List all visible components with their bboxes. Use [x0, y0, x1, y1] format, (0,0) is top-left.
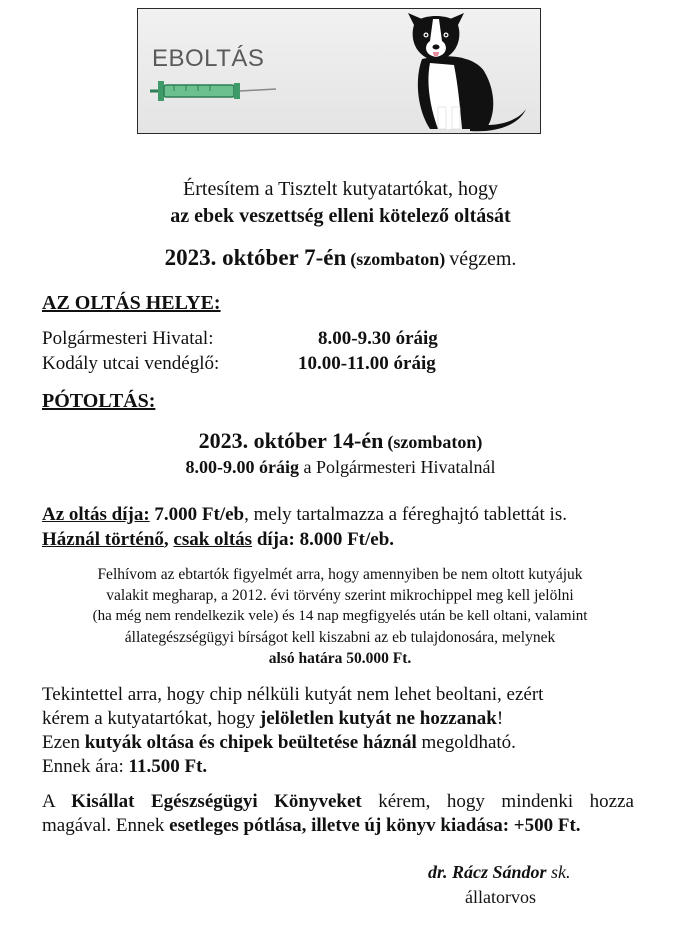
- fee-line-2: [42, 529, 394, 551]
- chip-line-3: [42, 731, 642, 755]
- chip-line-2b: jelöletlen kutyát ne hozzanak: [259, 708, 497, 729]
- books-line-2a: magával. Ennek: [42, 815, 170, 836]
- books-line-1b: Kisállat Egészségügyi Könyveket: [71, 791, 362, 812]
- dog-illustration: [400, 11, 540, 133]
- chip-line-3c: megoldható.: [416, 732, 516, 753]
- makeup-date-line: [0, 428, 681, 454]
- makeup-place: a Polgármesteri Hivatalnál: [303, 457, 496, 477]
- chip-line-3a: Ezen: [42, 732, 85, 753]
- books-paragraph: [42, 790, 634, 838]
- notice-line-1: Felhívom az ebtartók figyelmét arra, hogy amennyiben be nem oltott kutyájuk: [97, 566, 583, 583]
- makeup-heading: PÓTOLTÁS:: [42, 390, 156, 412]
- chip-line-4a: Ennek ára:: [42, 756, 129, 777]
- makeup-day: (szombaton): [387, 432, 483, 452]
- chip-line-2: [42, 707, 642, 731]
- chip-line-2c: !: [496, 708, 504, 729]
- books-line-1a: A: [42, 791, 72, 812]
- location-time-2: 10.00-11.00 óráig: [298, 353, 436, 374]
- signature-sk: sk.: [551, 862, 571, 882]
- banner-title: EBOLTÁS: [152, 45, 265, 72]
- notice-block: [30, 564, 650, 669]
- syringe-icon: [148, 69, 278, 103]
- location-place-1: Polgármesteri Hivatal:: [42, 328, 214, 349]
- location-place-2: Kodály utcai vendéglő:: [42, 353, 220, 374]
- fee-label-2a: Háznál történő: [42, 529, 164, 550]
- chip-line-2a: kérem a kutyatartókat, hogy: [42, 708, 260, 729]
- makeup-time: 8.00-9.00 óráig: [185, 457, 300, 477]
- location-time-1: 8.00-9.30 óráig: [318, 328, 438, 349]
- books-line-2b: esetleges pótlása, illetve új könyv kiadása: +500 Ft.: [169, 815, 581, 836]
- notice-line-4: állategészségügyi bírságot kell kiszabni az eb tulajdonosára, melynek: [124, 629, 556, 646]
- fee-line-1: [42, 504, 567, 526]
- fee-label-2c: díja:: [252, 529, 295, 550]
- chip-paragraph: [42, 683, 642, 779]
- chip-line-4: [42, 755, 642, 779]
- signature-line: [428, 862, 571, 883]
- makeup-date: 2023. október 14-én: [198, 428, 384, 453]
- intro-line-2: az ebek veszettség elleni kötelező oltását: [170, 205, 511, 227]
- vaccination-date-line: [0, 245, 681, 271]
- makeup-time-line: [0, 457, 681, 478]
- books-line-1: [42, 790, 634, 814]
- signature-name: dr. Rácz Sándor: [428, 862, 547, 882]
- fee-sep: ,: [163, 529, 174, 550]
- notice-line-5: alsó határa 50.000 Ft.: [268, 650, 412, 667]
- fee-price-1: 7.000 Ft/eb: [154, 504, 245, 525]
- notice-line-2: valakit megharap, a 2012. évi törvény szerint mikrochippel meg kell jelölni: [106, 587, 574, 604]
- fee-label-1: Az oltás díja:: [42, 504, 150, 525]
- books-line-1c: kérem, hogy mindenki hozza: [361, 791, 634, 812]
- chip-line-3b: kutyák oltása és chipek beültetése háznál: [84, 732, 417, 753]
- header-banner: [137, 8, 541, 134]
- chip-line-4b: 11.500 Ft.: [128, 756, 208, 777]
- vaccination-day: (szombaton): [350, 249, 446, 269]
- books-line-2: [42, 814, 634, 838]
- vaccination-date: 2023. október 7-én: [164, 245, 347, 270]
- signature-title: állatorvos: [465, 887, 536, 907]
- fee-price-2: 8.000 Ft/eb.: [299, 529, 395, 550]
- location-heading: AZ OLTÁS HELYE:: [42, 292, 221, 314]
- vaccination-verb: végzem.: [449, 248, 517, 270]
- fee-desc-1: , mely tartalmazza a féreghajtó tablettát is.: [244, 504, 567, 525]
- chip-line-1: Tekintettel arra, hogy chip nélküli kutyát nem lehet beoltani, ezért: [42, 684, 544, 705]
- fee-label-2b: csak oltás: [173, 529, 253, 550]
- notice-line-3: (ha még nem rendelkezik vele) és 14 nap megfigyelés után be kell oltani, valamint: [92, 608, 588, 624]
- intro-line-1: Értesítem a Tisztelt kutyatartókat, hogy: [183, 178, 498, 200]
